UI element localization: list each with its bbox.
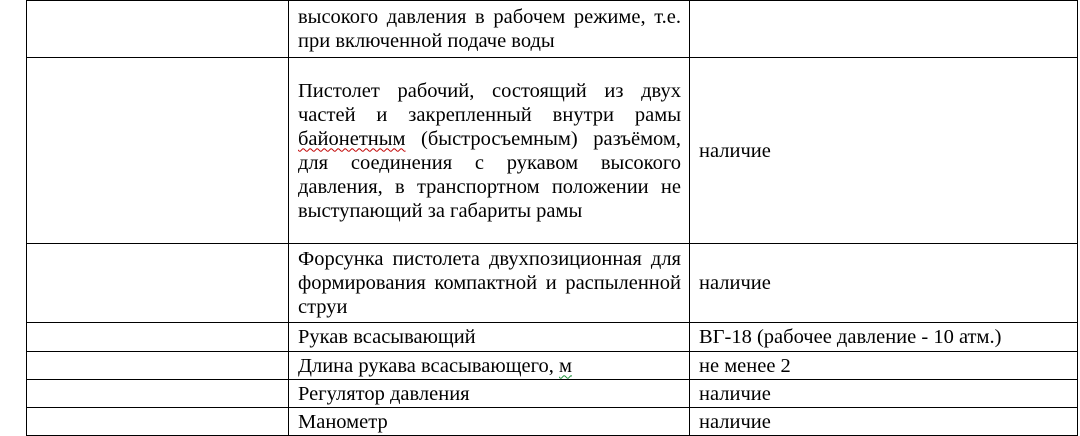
parameter-text: Регулятор давления [298,382,470,405]
parameter-cell [289,408,690,436]
parameter-cell [289,1,690,58]
value-text: наличие [699,272,771,294]
row-number-cell [27,58,289,244]
parameter-text: Длина рукава всасывающего, [298,354,559,377]
value-cell [690,244,1078,323]
parameter-cell [289,352,690,380]
parameter-text: Форсунка пистолета двухпозиционная для формирования компактной и распыленной струи [298,248,681,318]
value-text: наличие [699,382,771,405]
row-number-cell [27,1,289,58]
parameter-text-start: Пистолет рабочий, состоящий из двух частей и закрепленный внутри рамы [298,79,681,126]
value-cell [690,323,1078,352]
table-row [27,58,1078,244]
value-text: наличие [699,410,771,433]
parameter-cell [289,380,690,408]
parameter-cell [289,58,690,244]
row-number-cell [27,323,289,352]
row-number-cell [27,408,289,436]
value-text: не менее 2 [699,354,791,377]
parameter-cell [289,323,690,352]
parameter-text: высокого давления в рабочем режиме, т.е. при включенной подаче воды [298,6,681,52]
parameter-text: Манометр [298,410,388,433]
specification-table [26,0,1078,436]
parameter-text: Рукав всасывающий [298,326,476,348]
value-text: наличие [699,139,771,162]
table-row [27,244,1078,323]
parameter-text-end: (быстросъемным) разъёмом, для соединения с рукавом высокого давления, в транспортном положении не выступающий за габариты рамы [298,127,681,222]
table-row [27,352,1078,380]
spellcheck-marked-word: байонетным [298,127,406,150]
value-cell [690,408,1078,436]
value-cell [690,380,1078,408]
value-cell [690,1,1078,58]
table-row [27,323,1078,352]
table-row [27,380,1078,408]
row-number-cell [27,244,289,323]
row-number-cell [27,380,289,408]
value-cell [690,352,1078,380]
spellcheck-marked-word: м [558,354,572,377]
row-number-cell [27,352,289,380]
table-row [27,408,1078,436]
value-cell [690,58,1078,244]
table-row [27,1,1078,58]
value-text: ВГ-18 (рабочее давление - 10 атм.) [699,326,1002,348]
parameter-cell [289,244,690,323]
